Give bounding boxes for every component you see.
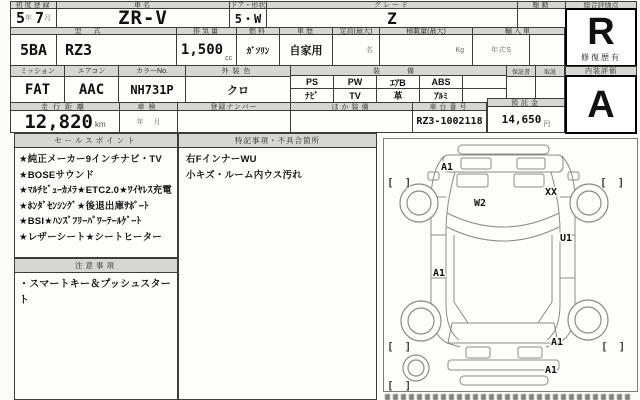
warranty-cell [506,76,536,99]
deposit-number: 14,650 [501,113,542,126]
repair-history-flag: 修復歴有 [581,52,621,62]
fuel-label: 燃料 [236,27,280,35]
condition-label-right-door: U1 [560,233,573,244]
displacement-unit: cc [225,55,233,62]
sales-point-line: ★レザーシート★シートヒーター [19,231,162,243]
reg-number-value [177,110,291,133]
manual-cell [535,76,565,99]
condition-label-right-fender: XX [545,187,558,198]
other-equip-value [290,110,413,133]
other-equip-label: ほか装備 [290,102,413,111]
load-unit: Kg [455,46,464,54]
sales-point-line: ★純正メーカー9インチナビ・TV [19,154,162,165]
note-line: ・スマートキー＆プッシュスタート [19,279,171,306]
notes-box [14,258,178,400]
interior-rating-value: A [587,83,615,126]
first-reg-year: 5 [15,9,25,27]
defect-line: 小キズ・ルーム内ウス汚れ [186,169,302,181]
equip-pw: PW [333,75,377,89]
sales-point-line: ★BOSEサウンド [19,169,95,181]
sales-point-line: ★ﾏﾙﾁﾋﾞｭｰｶﾒﾗ★ETC2.0★ﾜｲﾔﾚｽ充電 [19,185,173,196]
equip-tv: TV [333,88,377,103]
inspection-label: 車検 [119,102,178,111]
load-label: 積載量(最大) [379,27,473,35]
inspection-year-unit: 年 [136,118,144,126]
tire-mark: [ ] [600,176,625,189]
overall-rating-label: 総合評価点 [565,1,637,9]
sales-points-lines [15,148,177,249]
reg-number-label: 登録ナンバー [177,102,291,111]
equip-blank-1 [462,75,507,89]
capacity-label: 定員(最大) [332,27,380,35]
deposit-unit: 円 [543,121,551,128]
fuel-value: ｶﾞｿﾘﾝ [236,34,280,66]
color-no-label: カラーNo. [118,65,186,77]
condition-label-rear-bumper: A1 [545,365,558,376]
model-label: 型式 [10,27,177,35]
interior-rating-box [565,75,637,134]
equip-alloy: ｱﾙﾐ [419,88,463,103]
overall-rating-value: R [587,10,615,53]
car-diagram [384,139,637,391]
sales-points-box [14,133,178,258]
model-code-value: RZ3 [56,34,177,66]
equipment-label: 装 備 [290,65,507,76]
displacement-number: 1,500 [180,42,224,58]
notes-lines [15,273,177,312]
drive-label: 駆動 [517,1,566,9]
import-label: 輸入車 [472,27,565,35]
condition-label-left-door: A1 [433,268,446,279]
aircon-label: エアコン [64,65,119,77]
manual-label: 取説 [535,65,565,77]
capacity-cell [332,34,380,66]
tire-mark: [ ] [387,176,412,189]
import-sub-label: 年式'S [490,47,511,54]
aircon-value: AAC [64,76,119,103]
car-diagram-box [383,138,638,392]
equip-airbag: ｴｱB [376,75,420,89]
deposit-value [487,106,565,133]
defects-lines [179,148,376,187]
grade-label: グレード [266,1,518,9]
model-prefix-value: 5BA [10,34,57,66]
import-cell-2 [529,34,565,66]
condition-label-windshield: W2 [474,198,487,209]
tire-mark: [ ] [387,340,412,353]
first-reg-month-unit: 月 [44,15,52,22]
import-cell [472,34,530,66]
load-cell [379,34,473,66]
overall-rating-box [565,8,637,67]
sales-point-line: ★BSI★ﾊﾝｽﾞﾌﾘｰﾊﾟﾜｰﾃｰﾙｹﾞｰﾄ [19,216,142,227]
history-label: 車歴 [279,27,333,35]
history-value: 自家用 [279,34,333,66]
grade-value: Z [266,8,518,28]
equip-navi: ﾅﾋﾞ [290,88,334,103]
tire-mark: [ ] [387,379,412,391]
car-name-label: 車名 [56,1,230,9]
notes-title: 注意事項 [15,259,177,273]
defects-title: 特記事項・不具合箇所 [179,134,376,148]
mileage-number: 12,820 [24,110,93,133]
equip-leather: 革 [376,88,420,103]
mission-label: ミッション [10,65,65,77]
inspection-value [119,110,178,133]
sales-point-line: ★ﾎﾝﾀﾞｾﾝｼﾝｸﾞ★後退出庫ｻﾎﾟｰﾄ [19,200,149,212]
displacement-value [176,34,237,66]
drive-value [517,8,566,28]
deposit-label: 預託金 [487,98,565,107]
first-reg-label: 初度登録 [10,1,57,9]
defect-line: 右FインナーWU [186,154,257,165]
tire-mark: [ ] [601,340,626,353]
door-shape-value: 5・W [229,8,267,28]
first-reg-year-unit: 年 [25,15,32,22]
cutoff-fine-print [385,394,633,400]
mileage-label: 走行距離 [10,102,120,111]
equip-ps: PS [290,75,334,89]
first-reg-value [10,8,57,28]
capacity-unit: 名 [366,47,373,54]
exterior-color-label: 外装色 [185,65,291,77]
chassis-value: RZ3-1002118 [412,110,487,133]
condition-label-right-quarter: A1 [551,337,564,348]
mission-value: FAT [10,76,65,103]
mileage-value [10,110,120,133]
interior-rating-label: 内装評価 [565,66,637,76]
defects-box [178,133,377,400]
warranty-label: 保証書 [506,65,536,77]
door-shape-label: ドア・形状 [230,2,266,9]
exterior-color-value: クロ [185,76,291,103]
sales-points-title: セールスポイント [15,134,177,148]
equip-abs: ABS [419,75,463,89]
car-name-value: ZR-V [56,8,230,28]
mileage-unit: km [94,120,106,129]
chassis-label: 車台番号 [412,102,487,111]
first-reg-month: 7 [35,9,45,27]
inspection-month-unit: 月 [153,118,161,126]
color-no-value: NH731P [118,76,186,103]
condition-label-front-left: A1 [441,162,454,173]
displacement-label: 排気量 [176,27,237,35]
